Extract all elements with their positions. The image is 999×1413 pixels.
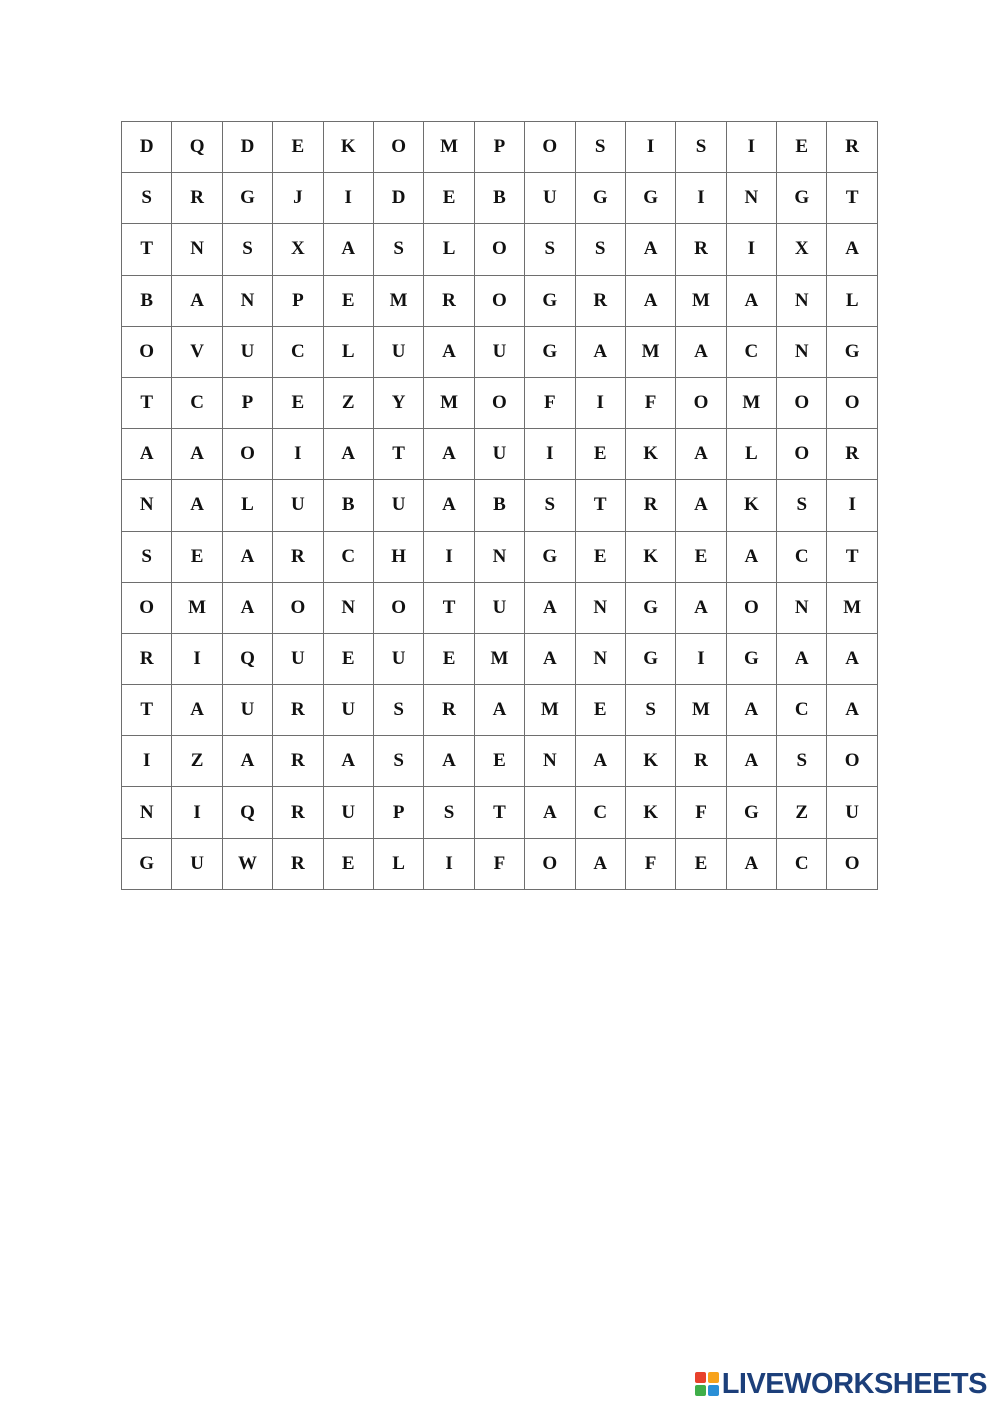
grid-cell[interactable]: E xyxy=(575,531,625,582)
grid-row xyxy=(122,838,878,889)
grid-cell[interactable]: X xyxy=(777,224,827,275)
grid-cell[interactable]: I xyxy=(525,429,575,480)
grid-cell[interactable]: K xyxy=(625,736,675,787)
grid-row xyxy=(122,275,878,326)
grid-cell[interactable]: R xyxy=(827,429,877,480)
grid-cell[interactable]: T xyxy=(474,787,524,838)
grid-cell[interactable]: M xyxy=(676,685,726,736)
grid-cell[interactable]: E xyxy=(575,685,625,736)
grid-cell[interactable]: E xyxy=(424,173,474,224)
grid-cell[interactable]: M xyxy=(373,275,423,326)
grid-cell[interactable]: A xyxy=(172,275,222,326)
grid-row xyxy=(122,685,878,736)
grid-cell[interactable]: P xyxy=(474,122,524,173)
grid-cell[interactable]: U xyxy=(373,633,423,684)
grid-cell[interactable]: M xyxy=(625,326,675,377)
grid-cell[interactable]: G xyxy=(525,275,575,326)
grid-cell[interactable]: A xyxy=(474,685,524,736)
grid-cell[interactable]: U xyxy=(474,582,524,633)
grid-cell[interactable]: O xyxy=(122,582,172,633)
grid-cell[interactable]: A xyxy=(172,429,222,480)
grid-cell[interactable]: A xyxy=(222,531,272,582)
grid-cell[interactable]: U xyxy=(474,326,524,377)
grid-cell[interactable]: N xyxy=(777,326,827,377)
grid-cell[interactable]: U xyxy=(323,685,373,736)
grid-cell[interactable]: C xyxy=(273,326,323,377)
grid-cell[interactable]: I xyxy=(172,787,222,838)
grid-cell[interactable]: N xyxy=(172,224,222,275)
grid-cell[interactable]: R xyxy=(273,531,323,582)
grid-cell[interactable]: F xyxy=(625,377,675,428)
liveworksheets-brand xyxy=(694,1367,987,1401)
grid-cell[interactable]: F xyxy=(625,838,675,889)
grid-cell[interactable]: N xyxy=(122,787,172,838)
grid-cell[interactable]: C xyxy=(172,377,222,428)
grid-row xyxy=(122,377,878,428)
grid-cell[interactable]: M xyxy=(172,582,222,633)
grid-cell[interactable]: O xyxy=(474,377,524,428)
grid-cell[interactable]: K xyxy=(625,531,675,582)
grid-cell[interactable]: R xyxy=(424,685,474,736)
grid-cell[interactable]: R xyxy=(424,275,474,326)
grid-cell[interactable]: Z xyxy=(777,787,827,838)
grid-cell[interactable]: U xyxy=(373,480,423,531)
grid-cell[interactable]: K xyxy=(625,429,675,480)
grid-cell[interactable]: N xyxy=(726,173,776,224)
grid-cell[interactable]: A xyxy=(676,582,726,633)
grid-cell[interactable]: E xyxy=(323,838,373,889)
grid-cell[interactable]: R xyxy=(625,480,675,531)
grid-cell[interactable]: O xyxy=(474,224,524,275)
grid-cell[interactable]: R xyxy=(273,787,323,838)
grid-cell[interactable]: O xyxy=(777,377,827,428)
grid-cell[interactable]: E xyxy=(424,633,474,684)
grid-cell[interactable]: O xyxy=(525,838,575,889)
grid-cell[interactable]: A xyxy=(676,326,726,377)
grid-cell[interactable]: R xyxy=(122,633,172,684)
grid-cell[interactable]: C xyxy=(777,685,827,736)
grid-cell[interactable]: M xyxy=(424,122,474,173)
grid-cell[interactable]: U xyxy=(273,480,323,531)
grid-cell[interactable]: K xyxy=(323,122,373,173)
grid-cell[interactable]: A xyxy=(625,224,675,275)
grid-cell[interactable]: S xyxy=(222,224,272,275)
grid-cell[interactable]: P xyxy=(222,377,272,428)
grid-cell[interactable]: A xyxy=(525,787,575,838)
grid-cell[interactable]: C xyxy=(575,787,625,838)
grid-row xyxy=(122,122,878,173)
liveworksheets-logo-icon xyxy=(694,1371,720,1397)
grid-cell[interactable]: A xyxy=(726,838,776,889)
grid-cell[interactable]: G xyxy=(575,173,625,224)
grid-cell[interactable]: G xyxy=(625,582,675,633)
grid-cell[interactable]: A xyxy=(827,224,877,275)
grid-cell[interactable]: M xyxy=(525,685,575,736)
grid-cell[interactable]: N xyxy=(474,531,524,582)
grid-cell[interactable]: P xyxy=(273,275,323,326)
brand-name: LIVEWORKSHEETS xyxy=(721,1367,987,1400)
grid-cell[interactable]: W xyxy=(222,838,272,889)
grid-cell[interactable]: C xyxy=(726,326,776,377)
grid-cell[interactable]: L xyxy=(726,429,776,480)
grid-row xyxy=(122,480,878,531)
grid-cell[interactable]: T xyxy=(827,531,877,582)
grid-cell[interactable]: M xyxy=(474,633,524,684)
grid-cell[interactable]: R xyxy=(827,122,877,173)
grid-cell[interactable]: Z xyxy=(172,736,222,787)
grid-cell[interactable]: I xyxy=(323,173,373,224)
grid-row xyxy=(122,582,878,633)
grid-cell[interactable]: T xyxy=(424,582,474,633)
grid-cell[interactable]: G xyxy=(726,633,776,684)
grid-cell[interactable]: A xyxy=(323,224,373,275)
grid-cell[interactable]: I xyxy=(273,429,323,480)
grid-cell[interactable]: B xyxy=(474,480,524,531)
grid-cell[interactable]: I xyxy=(575,377,625,428)
grid-cell[interactable]: G xyxy=(827,326,877,377)
word-search-body xyxy=(122,122,878,890)
grid-cell[interactable]: U xyxy=(273,633,323,684)
grid-cell[interactable]: E xyxy=(273,122,323,173)
grid-cell[interactable]: S xyxy=(122,173,172,224)
grid-cell[interactable]: T xyxy=(122,224,172,275)
grid-cell[interactable]: S xyxy=(777,736,827,787)
grid-cell[interactable]: R xyxy=(676,224,726,275)
grid-cell[interactable]: I xyxy=(676,173,726,224)
grid-cell[interactable]: E xyxy=(676,531,726,582)
grid-cell[interactable]: N xyxy=(222,275,272,326)
grid-cell[interactable]: I xyxy=(424,838,474,889)
grid-cell[interactable]: O xyxy=(525,122,575,173)
grid-cell[interactable]: T xyxy=(373,429,423,480)
grid-cell[interactable]: A xyxy=(323,736,373,787)
grid-cell[interactable]: S xyxy=(373,736,423,787)
grid-cell[interactable]: A xyxy=(575,326,625,377)
logo-block-red xyxy=(695,1372,706,1383)
grid-cell[interactable]: O xyxy=(222,429,272,480)
grid-cell[interactable]: N xyxy=(575,582,625,633)
grid-cell[interactable]: U xyxy=(323,787,373,838)
grid-cell[interactable]: U xyxy=(222,326,272,377)
logo-block-orange xyxy=(708,1372,719,1383)
grid-cell[interactable]: I xyxy=(625,122,675,173)
grid-cell[interactable]: N xyxy=(777,582,827,633)
grid-cell[interactable]: T xyxy=(575,480,625,531)
grid-cell[interactable]: E xyxy=(323,633,373,684)
grid-cell[interactable]: S xyxy=(373,685,423,736)
grid-cell[interactable]: E xyxy=(777,122,827,173)
grid-cell[interactable]: H xyxy=(373,531,423,582)
grid-cell[interactable]: L xyxy=(424,224,474,275)
grid-cell[interactable]: U xyxy=(172,838,222,889)
grid-cell[interactable]: S xyxy=(525,480,575,531)
grid-row xyxy=(122,224,878,275)
grid-cell[interactable]: R xyxy=(273,838,323,889)
grid-cell[interactable]: I xyxy=(726,122,776,173)
grid-cell[interactable]: O xyxy=(122,326,172,377)
grid-cell[interactable]: G xyxy=(222,173,272,224)
grid-cell[interactable]: A xyxy=(424,480,474,531)
grid-cell[interactable]: A xyxy=(122,429,172,480)
grid-cell[interactable]: G xyxy=(525,326,575,377)
grid-cell[interactable]: E xyxy=(323,275,373,326)
grid-cell[interactable]: A xyxy=(575,838,625,889)
grid-cell[interactable]: U xyxy=(222,685,272,736)
grid-cell[interactable]: O xyxy=(827,838,877,889)
grid-cell[interactable]: R xyxy=(172,173,222,224)
grid-cell[interactable]: R xyxy=(676,736,726,787)
grid-cell[interactable]: Z xyxy=(323,377,373,428)
grid-cell[interactable]: S xyxy=(575,122,625,173)
grid-cell[interactable]: A xyxy=(525,582,575,633)
grid-cell[interactable]: G xyxy=(625,633,675,684)
grid-cell[interactable]: U xyxy=(525,173,575,224)
grid-cell[interactable]: F xyxy=(676,787,726,838)
grid-cell[interactable]: G xyxy=(625,173,675,224)
grid-cell[interactable]: A xyxy=(625,275,675,326)
grid-cell[interactable]: A xyxy=(827,633,877,684)
grid-cell[interactable]: T xyxy=(122,377,172,428)
grid-cell[interactable]: A xyxy=(424,429,474,480)
grid-cell[interactable]: A xyxy=(222,736,272,787)
grid-cell[interactable]: R xyxy=(273,685,323,736)
grid-cell[interactable]: Q xyxy=(222,787,272,838)
grid-cell[interactable]: L xyxy=(373,838,423,889)
grid-cell[interactable]: I xyxy=(172,633,222,684)
grid-cell[interactable]: A xyxy=(726,531,776,582)
grid-cell[interactable]: B xyxy=(474,173,524,224)
grid-cell[interactable]: M xyxy=(827,582,877,633)
grid-cell[interactable]: V xyxy=(172,326,222,377)
grid-cell[interactable]: E xyxy=(575,429,625,480)
grid-cell[interactable]: A xyxy=(525,633,575,684)
grid-cell[interactable]: C xyxy=(323,531,373,582)
grid-cell[interactable]: O xyxy=(474,275,524,326)
grid-cell[interactable]: N xyxy=(323,582,373,633)
grid-cell[interactable]: Q xyxy=(222,633,272,684)
grid-cell[interactable]: M xyxy=(676,275,726,326)
grid-cell[interactable]: A xyxy=(726,275,776,326)
grid-cell[interactable]: A xyxy=(424,326,474,377)
grid-cell[interactable]: A xyxy=(424,736,474,787)
grid-cell[interactable]: G xyxy=(726,787,776,838)
grid-row xyxy=(122,326,878,377)
grid-cell[interactable]: I xyxy=(827,480,877,531)
grid-cell[interactable]: A xyxy=(323,429,373,480)
grid-cell[interactable]: B xyxy=(122,275,172,326)
grid-cell[interactable]: G xyxy=(525,531,575,582)
grid-cell[interactable]: I xyxy=(676,633,726,684)
grid-cell[interactable]: P xyxy=(373,787,423,838)
grid-cell[interactable]: D xyxy=(373,173,423,224)
grid-cell[interactable]: B xyxy=(323,480,373,531)
grid-cell[interactable]: F xyxy=(525,377,575,428)
grid-cell[interactable]: O xyxy=(373,582,423,633)
grid-cell[interactable]: S xyxy=(525,224,575,275)
grid-cell[interactable]: T xyxy=(827,173,877,224)
grid-cell[interactable]: E xyxy=(273,377,323,428)
grid-cell[interactable]: A xyxy=(726,685,776,736)
grid-cell[interactable]: A xyxy=(222,582,272,633)
logo-block-green xyxy=(695,1385,706,1396)
grid-cell[interactable]: R xyxy=(575,275,625,326)
grid-cell[interactable]: G xyxy=(122,838,172,889)
grid-row xyxy=(122,531,878,582)
grid-cell[interactable]: O xyxy=(777,429,827,480)
grid-cell[interactable]: A xyxy=(172,480,222,531)
grid-cell[interactable]: U xyxy=(474,429,524,480)
grid-cell[interactable]: N xyxy=(525,736,575,787)
grid-row xyxy=(122,173,878,224)
grid-cell[interactable]: O xyxy=(676,377,726,428)
grid-cell[interactable]: A xyxy=(172,685,222,736)
grid-cell[interactable]: C xyxy=(777,838,827,889)
grid-row xyxy=(122,633,878,684)
grid-cell[interactable]: S xyxy=(122,531,172,582)
grid-cell[interactable]: I xyxy=(726,224,776,275)
grid-cell[interactable]: R xyxy=(273,736,323,787)
grid-cell[interactable]: M xyxy=(424,377,474,428)
grid-cell[interactable]: E xyxy=(676,838,726,889)
grid-cell[interactable]: D xyxy=(222,122,272,173)
grid-cell[interactable]: S xyxy=(777,480,827,531)
grid-cell[interactable]: E xyxy=(172,531,222,582)
grid-cell[interactable]: O xyxy=(373,122,423,173)
grid-cell[interactable]: A xyxy=(676,429,726,480)
grid-cell[interactable]: X xyxy=(273,224,323,275)
grid-cell[interactable]: S xyxy=(373,224,423,275)
grid-cell[interactable]: L xyxy=(222,480,272,531)
grid-cell[interactable]: N xyxy=(575,633,625,684)
grid-cell[interactable]: Y xyxy=(373,377,423,428)
grid-row xyxy=(122,429,878,480)
grid-cell[interactable]: I xyxy=(424,531,474,582)
grid-cell[interactable]: N xyxy=(122,480,172,531)
grid-cell[interactable]: D xyxy=(122,122,172,173)
grid-cell[interactable]: K xyxy=(726,480,776,531)
grid-cell[interactable]: A xyxy=(827,685,877,736)
grid-row xyxy=(122,736,878,787)
grid-cell[interactable]: M xyxy=(726,377,776,428)
grid-cell[interactable]: O xyxy=(827,736,877,787)
grid-cell[interactable]: S xyxy=(676,122,726,173)
grid-cell[interactable]: A xyxy=(777,633,827,684)
grid-cell[interactable]: A xyxy=(726,736,776,787)
grid-cell[interactable]: T xyxy=(122,685,172,736)
word-search-grid xyxy=(121,121,878,890)
grid-cell[interactable]: L xyxy=(323,326,373,377)
grid-cell[interactable]: U xyxy=(373,326,423,377)
grid-cell[interactable]: I xyxy=(122,736,172,787)
grid-cell[interactable]: G xyxy=(777,173,827,224)
logo-block-blue xyxy=(708,1385,719,1396)
grid-cell[interactable]: E xyxy=(474,736,524,787)
grid-cell[interactable]: C xyxy=(777,531,827,582)
grid-cell[interactable]: S xyxy=(424,787,474,838)
grid-cell[interactable]: L xyxy=(827,275,877,326)
grid-cell[interactable]: S xyxy=(625,685,675,736)
grid-cell[interactable]: J xyxy=(273,173,323,224)
grid-cell[interactable]: K xyxy=(625,787,675,838)
grid-cell[interactable]: S xyxy=(575,224,625,275)
grid-cell[interactable]: O xyxy=(827,377,877,428)
grid-cell[interactable]: N xyxy=(777,275,827,326)
grid-cell[interactable]: O xyxy=(726,582,776,633)
grid-cell[interactable]: A xyxy=(575,736,625,787)
grid-cell[interactable]: A xyxy=(676,480,726,531)
grid-row xyxy=(122,787,878,838)
grid-cell[interactable]: U xyxy=(827,787,877,838)
grid-cell[interactable]: F xyxy=(474,838,524,889)
grid-cell[interactable]: Q xyxy=(172,122,222,173)
grid-cell[interactable]: O xyxy=(273,582,323,633)
